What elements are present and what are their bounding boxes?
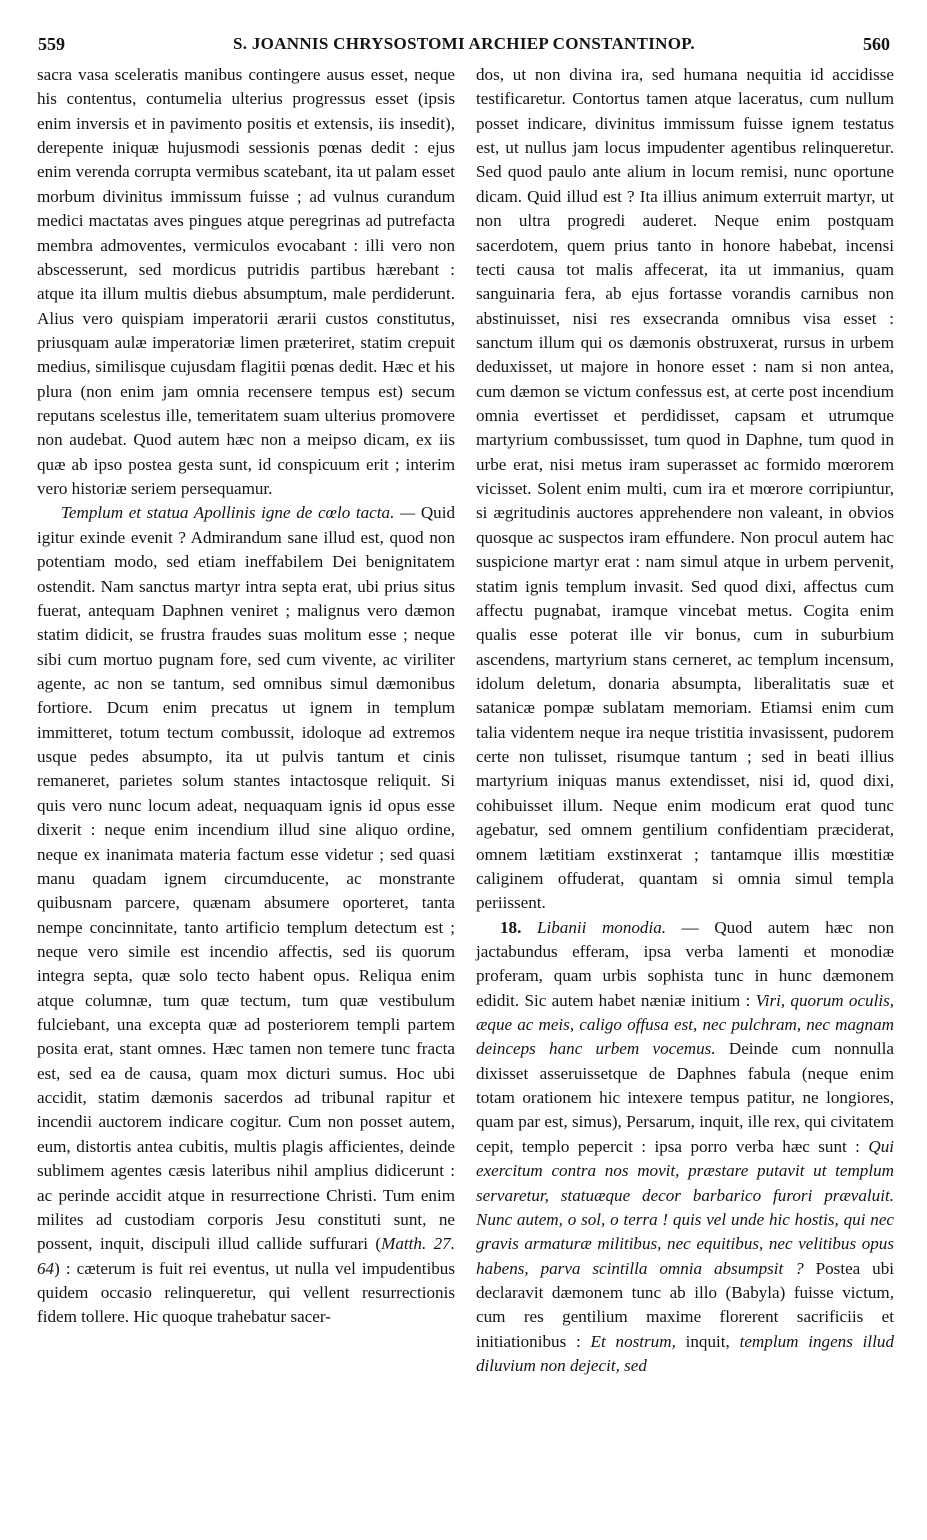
left-page-number: 559 — [38, 34, 65, 54]
right-page-number: 560 — [863, 34, 890, 54]
paragraph-continuation: sacra vasa sceleratis manibus contingere ausus esset, neque his contentus, contumelia ulterius progressus esset (ipsis enim inversis et in pavimento positis et extensis, iis insedit), derepente iniquæ hujusmodi sessionis pœnas dedit : ejus enim verenda corrupta vermibus scatebant, ita ut palam esset morbum divinitus immissum fuisse ; ad vulnus curandum medici mactatas aves pingues atque peregrinas ad putrefacta membra admoventes, vermiculos evocabant : illi vero non abscesserunt, sed mordicus putridis partibus hærebant : atque ita illum multis diebus absumptum, male perdiderunt. Alius vero quispiam imperatorii ærarii custos constitutus, priusquam aulæ imperatoriæ limen præteriret, statim crepuit medius, similisque cujusdam flagitii pœnas dedit. Hæc et his plura (non enim jam omnia recensere tempus est) secum reputans scelestus ille, temeritatem suam ulterius promovere non audebat. Quod autem hæc non a meipso dicam, ex iis quæ ab ipso postea gesta sunt, id conspicuum erit ; interim vero historiæ seriem persequamur. — [37, 65, 455, 499]
paragraph-templum — [37, 501, 455, 1329]
paragraph-templum-end: ) : cæterum is fuit rei eventus, ut nulla vel impudentibus quidem occasio relinqueretur, qui vellent resurrectionis fidem tollere. Hic quoque trahebatur sacer- — [37, 1258, 455, 1327]
running-title: S. JOANNIS CHRYSOSTOMI ARCHIEP CONSTANTINOP. — [233, 34, 695, 53]
page-header — [38, 34, 890, 62]
paragraph-libanii-text-c: Postea ubi declaravit dæmonem tunc ab illo (Babyla) fuisse victum, cum res gentilium maxime florerent sacrificiis et initiationibus : — [476, 1258, 894, 1351]
quotation-2: Qui exercitum contra nos movit, præstare putavit ut templum servaretur, statuæque decor barbarico furori prævaluit. Nunc autem, o sol, o terra ! quis vel unde hic hostis, qui nec gravis armaturæ militibus, nec equitibus, nec velitibus opus habens, parva scintilla omnia absumpsit ? — [476, 1136, 894, 1278]
quotation-1: Viri, quorum oculis, æque ac meis, caligo offusa est, nec pulchram, nec magnam deinceps hanc urbem vocemus. — [476, 990, 895, 1059]
quotation-3: Et nostrum, — [590, 1331, 676, 1351]
paragraph-libanii-text-b: Deinde cum nonnulla dixisset asseruissetque de Daphnes fabula (neque enim totam orationem hic intexere tempus patitur, ne longiores, quam par est, simus), Persarum, inquit, ille rex, qui civitatem cepit, templo pepercit : ipsa porro verba hæc sunt : — [476, 1039, 894, 1156]
section-number: 18. — [500, 917, 522, 937]
section-heading-templum: Templum et statua Apollinis igne de cœlo tacta. — — [61, 503, 416, 523]
paragraph-libanii — [476, 916, 894, 1379]
right-column — [476, 63, 894, 1378]
quotation-4: templum ingens illud diluvium non dejecit, sed — [476, 1331, 895, 1376]
bible-citation: Matth. 27. 64 — [37, 1234, 455, 1278]
left-column — [37, 63, 455, 1330]
paragraph-templum-text: Quid igitur exinde evenit ? Admirandum sane illud est, quod non potentiam modo, sed etiam ineffabilem Dei benignitatem ostendit. Nam sanctus martyr intra septa erat, ubi prius situs fuerat, antequam Daphnen veniret ; malignus vero dæmon statim didicit, se frustra fraudes suas molitum esse ; neque sibi cum mortuo pugnam fore, sed cum vivente, ac viriliter agente, ac non se tantum, sed omnibus simul dæmonibus fortiore. Dcum enim precatus ut ignem in templum immitteret, totum tectum combussit, idoloque ad extremos usque pedes absumpto, ita ut pulvis tantum et cinis remaneret, parietes solum stantes intactosque reliquit. Si quis vero nunc locum adeat, nequaquam ignis id opus esse dixerit : neque enim incendium illud sine aliquo ordine, neque ex inanimata materia factum esse videtur ; sed quasi manu quadam ignem circumducente, ac monstrante quibusnam parcere, quænam absumere oporteret, tanta nempe concinnitate, tanto artificio templum detectum est ; neque vero simile est incendio affectis, sed iis quorum integra septa, quæ solo tecto habent opus. Reliqua enim atque columnæ, tum quæ tectum, tum quæ vestibulum fulciebant, una excepta quæ ad posteriorem templi partem posita erat, stant omnes. Hæc tamen non temere tunc fracta est, sed ea de causa, quam mox dicturi sumus. Hoc ubi accidit, statim dæmonis sacerdos ad tribunal rapitur et incendii auctorem indicare cogitur. Cum non posset autem, eum, distortis antea cubitis, multis plagis afficientes, deinde sublimem agentes cæsis lateribus nihil amplius didicerunt : ac perinde accidit atque in resurrectione Christi. Tum enim milites ad custodiam corporis Jesu constituti sunt, ne possent, inquit, discipuli illud callide suffurari ( — [37, 503, 455, 1254]
paragraph-sacerdos: dos, ut non divina ira, sed humana nequitia id accidisse testificaretur. Contortus tamen atque laceratus, cum nullum posset indicare, divinitus immissum fuisse ignem testatus est, ut nullus jam locus impudenter agentibus relinqueretur. Sed quod paulo ante alium in locum remisi, nunc oportune dicam. Quid illud est ? Ita illius animum exterruit martyr, ut non ultra progredi auderet. Neque enim postquam sacerdotem, quem prius tanto in honore habebat, incensi tecti causa tot malis affecerat, ita ut immanius, quam sanguinaria fera, ab ejus fortasse vorandis carnibus non abstinuisset, nisi res exsecranda omnibus visa esset : sanctum illum qui os dæmonis obstruxerat, rursus in urbem deduxisset, ut majore in honore esset : nam si non antea, cum dæmon se victum confessus est, at certe post incendium omnia evertisset et perdidisset, capsam et utrumque martyrium combussisset, tum quod in Daphne, tum quod in urbe erat, nisi metus iram superasset ac formido mœrorem vicisset. Solent enim multi, cum ira et mœrore corripiuntur, si ægritudinis auctores apprehendere non valeant, in obvios quosque ac suspectos iram effundere. Non procul autem hac suspicione martyr erat : nam simul atque in urbem pervenit, statim ignis templum invasit. Sed quod dixi, affectus cum affectu pugnabat, iramque vincebat metus. Cogita enim qualis esse poterat ille vir bonus, cum in suburbium ascendens, martyrium stans cerneret, ac templum incensum, idolum deletum, donaria absumpta, liberalitatis suæ et satanicæ pompæ sublatam memoriam. Etiamsi enim cum talia videntem neque ira neque tristitia invasissent, pudorem certe non tulisset, risumque tantum ; sed in beati illius martyrium iniquas manus extendisset, nisi id, quod dixi, cohibuisset illum. Neque enim modicum erat quod tunc agebatur, sed omnem gentilium confidentiam præciderat, omnem lætitiam exstinxerat ; tantamque illis mœstitiæ caliginem offuderat, quantam si omnia simul templa periissent. — [476, 65, 894, 913]
section-heading-libanii: Libanii monodia. — [536, 917, 667, 937]
paragraph-libanii-text-a: — Quod autem hæc non jactabundus efferam, ipsa verba lamenti et monodiæ proferam, quam urbis sophista tunc in hunc dæmonem edidit. Sic autem habet næniæ initium : — [476, 917, 895, 1010]
paragraph-libanii-text-d: inquit, — [675, 1331, 740, 1351]
